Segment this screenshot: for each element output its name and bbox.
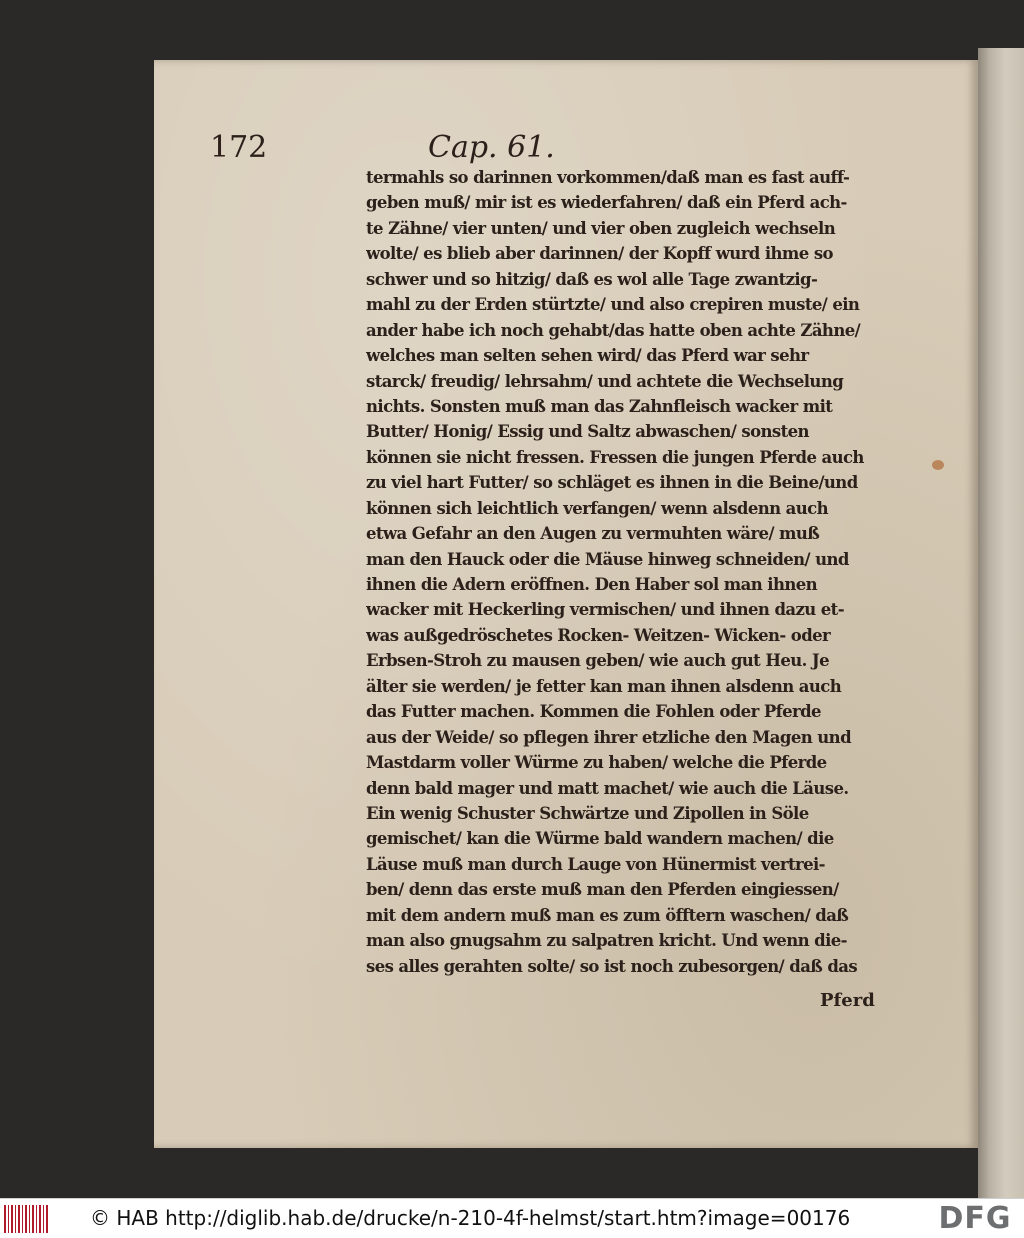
text-line: ander habe ich noch gehabt/das hatte oben achte Zähne/ — [366, 320, 861, 340]
text-line: das Futter machen. Kommen die Fohlen oder Pferde — [366, 702, 821, 722]
text-line: können sich leichtlich verfangen/ wenn alsdenn auch — [366, 498, 828, 518]
text-line: etwa Gefahr an den Augen zu vermuhten wäre/ muß — [366, 524, 820, 544]
text-line: wacker mit Heckerling vermischen/ und ihnen dazu et- — [366, 600, 844, 620]
paper-stain — [932, 460, 944, 470]
text-line: ihnen die Adern eröffnen. Den Haber sol man ihnen — [366, 575, 818, 594]
chapter-title: Cap. 61. — [428, 130, 555, 165]
text-line: aus der Weide/ so pflegen ihrer etzliche den Magen und — [366, 727, 852, 747]
text-line: termahls so darinnen vorkommen/daß man es fast auff- — [366, 168, 850, 187]
text-line: gemischet/ kan die Würme bald wandern machen/ die — [366, 829, 834, 849]
dfg-logo: DFG — [938, 1201, 1012, 1236]
text-line: ses alles gerahten solte/ so ist noch zubesorgen/ daß das — [366, 956, 858, 976]
text-line: welches man selten sehen wird/ das Pferd war sehr — [366, 346, 809, 366]
facing-page-edge — [978, 48, 1024, 1198]
catchword: Pferd — [820, 990, 875, 1011]
page-header — [210, 128, 710, 168]
text-line: starck/ freudig/ lehrsahm/ und achtete die Wechselung — [366, 371, 844, 391]
text-line: können sie nicht fressen. Fressen die jungen Pferde auch — [366, 447, 864, 467]
footer-bar — [0, 1198, 1024, 1238]
page-body-text — [366, 165, 906, 1025]
page-number: 172 — [210, 130, 268, 165]
text-line: was außgedröschetes Rocken- Weitzen- Wicken- oder — [366, 625, 831, 645]
text-line: älter sie werden/ je fetter kan man ihnen alsdenn auch — [366, 676, 842, 696]
text-line: wolte/ es blieb aber darinnen/ der Kopff wurd ihme so — [366, 244, 833, 264]
text-line: geben muß/ mir ist es wiederfahren/ daß ein Pferd ach- — [366, 193, 847, 213]
text-line: nichts. Sonsten muß man das Zahnfleisch wacker mit — [366, 396, 833, 416]
text-line: schwer und so hitzig/ daß es wol alle Tage zwantzig- — [366, 269, 818, 289]
text-line: ben/ denn das erste muß man den Pferden eingiessen/ — [366, 880, 839, 900]
text-line: Läuse muß man durch Lauge von Hünermist vertrei- — [366, 854, 825, 874]
text-line: zu viel hart Futter/ so schläget es ihnen in die Beine/und — [366, 473, 858, 493]
text-line: mahl zu der Erden stürtzte/ und also crepiren muste/ ein — [366, 295, 860, 315]
text-line: Ein wenig Schuster Schwärtze und Zipollen in Söle — [366, 803, 809, 823]
text-line: man den Hauck oder die Mäuse hinweg schneiden/ und — [366, 549, 849, 569]
text-line: Butter/ Honig/ Essig und Saltz abwaschen/ sonsten — [366, 422, 809, 442]
text-line: man also gnugsahm zu salpatren kricht. Und wenn die- — [366, 931, 847, 951]
copyright-source-link[interactable]: © HAB http://diglib.hab.de/drucke/n-210-4f-helmst/start.htm?image=00176 — [90, 1206, 851, 1230]
text-line: mit dem andern muß man es zum öfftern waschen/ daß — [366, 905, 849, 925]
text-line: denn bald mager und matt machet/ wie auch die Läuse. — [366, 778, 849, 798]
hab-barcode-logo-icon — [4, 1205, 48, 1233]
text-line: Erbsen-Stroh zu mausen geben/ wie auch gut Heu. Je — [366, 651, 830, 671]
text-line: te Zähne/ vier unten/ und vier oben zugleich wechseln — [366, 218, 836, 238]
text-line: Mastdarm voller Würme zu haben/ welche die Pferde — [366, 753, 827, 773]
